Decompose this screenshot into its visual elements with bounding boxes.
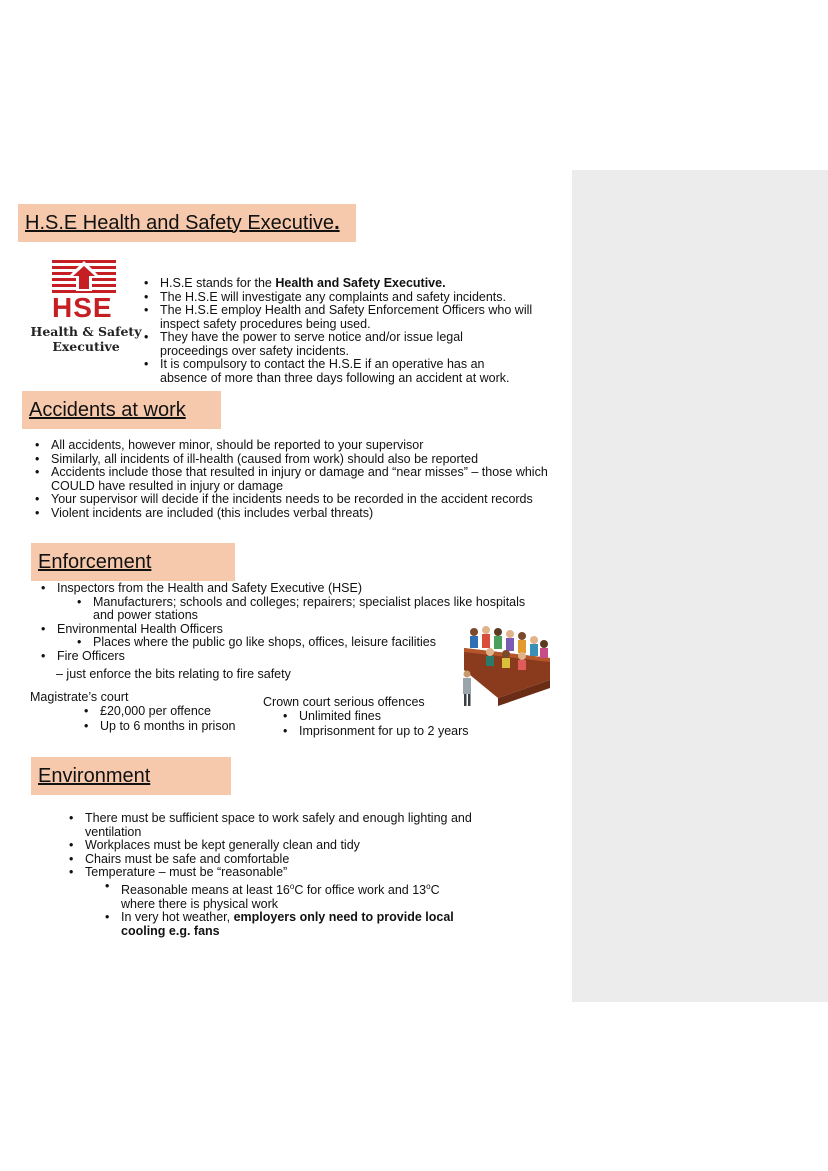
- list-item: • £20,000 per offence: [78, 704, 260, 719]
- list-item: • It is compulsory to contact the H.S.E if an operative has an absence of more than three days following an accident at work.: [138, 358, 533, 385]
- hse-bullets: [138, 277, 533, 385]
- list-item: • Temperature – must be “reasonable”: [63, 866, 473, 880]
- fire-note: – just enforce the bits relating to fire safety: [56, 667, 291, 681]
- crown-court: Crown court serious offences • Unlimited fines • Imprisonment for up to 2 years: [263, 695, 503, 739]
- hse-logo-text: HSE: [52, 292, 113, 323]
- list-item: • They have the power to serve notice and/or issue legal proceedings over safety incidents.: [138, 331, 533, 358]
- list-item: • Up to 6 months in prison: [78, 719, 260, 734]
- hse-heading: H.S.E Health and Safety Executive .: [18, 204, 356, 242]
- accidents-heading: Accidents at work: [22, 391, 221, 429]
- list-item: • All accidents, however minor, should be reported to your supervisor: [29, 439, 559, 453]
- list-item: • Chairs must be safe and comfortable: [63, 853, 473, 867]
- environment-heading: Environment: [31, 757, 231, 795]
- environment-bullets: [63, 812, 473, 880]
- hse-logo-subtitle: Health & Safety Executive: [30, 324, 142, 354]
- list-item: • Violent incidents are included (this includes verbal threats): [29, 507, 559, 521]
- list-item: • In very hot weather, employers only need to provide local cooling e.g. fans: [99, 911, 469, 938]
- list-item: • Manufacturers; schools and colleges; repairers; specialist places like hospitals and power stations: [71, 596, 547, 623]
- list-item: • Workplaces must be kept generally clean and tidy: [63, 839, 473, 853]
- list-item: • Similarly, all incidents of ill-health (caused from work) should also be reported: [29, 453, 559, 467]
- list-item: • H.S.E stands for the Health and Safety Executive.: [138, 277, 533, 291]
- list-item: • Accidents include those that resulted in injury or damage and “near misses” – those which COULD have resulted in injury or damage: [29, 466, 559, 493]
- accidents-bullets: [29, 439, 559, 520]
- list-item: • Places where the public go like shops, offices, leisure facilities: [71, 636, 547, 650]
- list-item: • The H.S.E will investigate any complaints and safety incidents.: [138, 291, 533, 305]
- list-item: • The H.S.E employ Health and Safety Enforcement Officers who will inspect safety procedures being used.: [138, 304, 533, 331]
- list-item: • Fire Officers: [35, 650, 547, 664]
- list-item: • Inspectors from the Health and Safety Executive (HSE) • Manufacturers; schools and colleges; repairers; specialist places like hospitals and power stations: [35, 582, 547, 623]
- list-item: • There must be sufficient space to work safely and enough lighting and ventilation: [63, 812, 473, 839]
- list-item: • Environmental Health Officers • Places where the public go like shops, offices, leisure facilities: [35, 623, 547, 650]
- list-item: • Your supervisor will decide if the incidents needs to be recorded in the accident records: [29, 493, 559, 507]
- magistrates-court: Magistrate’s court • £20,000 per offence • Up to 6 months in prison: [30, 690, 260, 733]
- hse-logo-mark-icon: [52, 259, 116, 293]
- list-item: • Imprisonment for up to 2 years: [277, 724, 503, 739]
- list-item: • Reasonable means at least 16$^o$C for office work and 13$^o$C where there is physical work: [99, 880, 469, 911]
- list-item: • Unlimited fines: [277, 709, 503, 724]
- hse-logo: [30, 257, 148, 357]
- enforcement-heading: Enforcement: [31, 543, 235, 581]
- temperature-subpoints: [99, 880, 469, 938]
- side-panel: [572, 170, 828, 1002]
